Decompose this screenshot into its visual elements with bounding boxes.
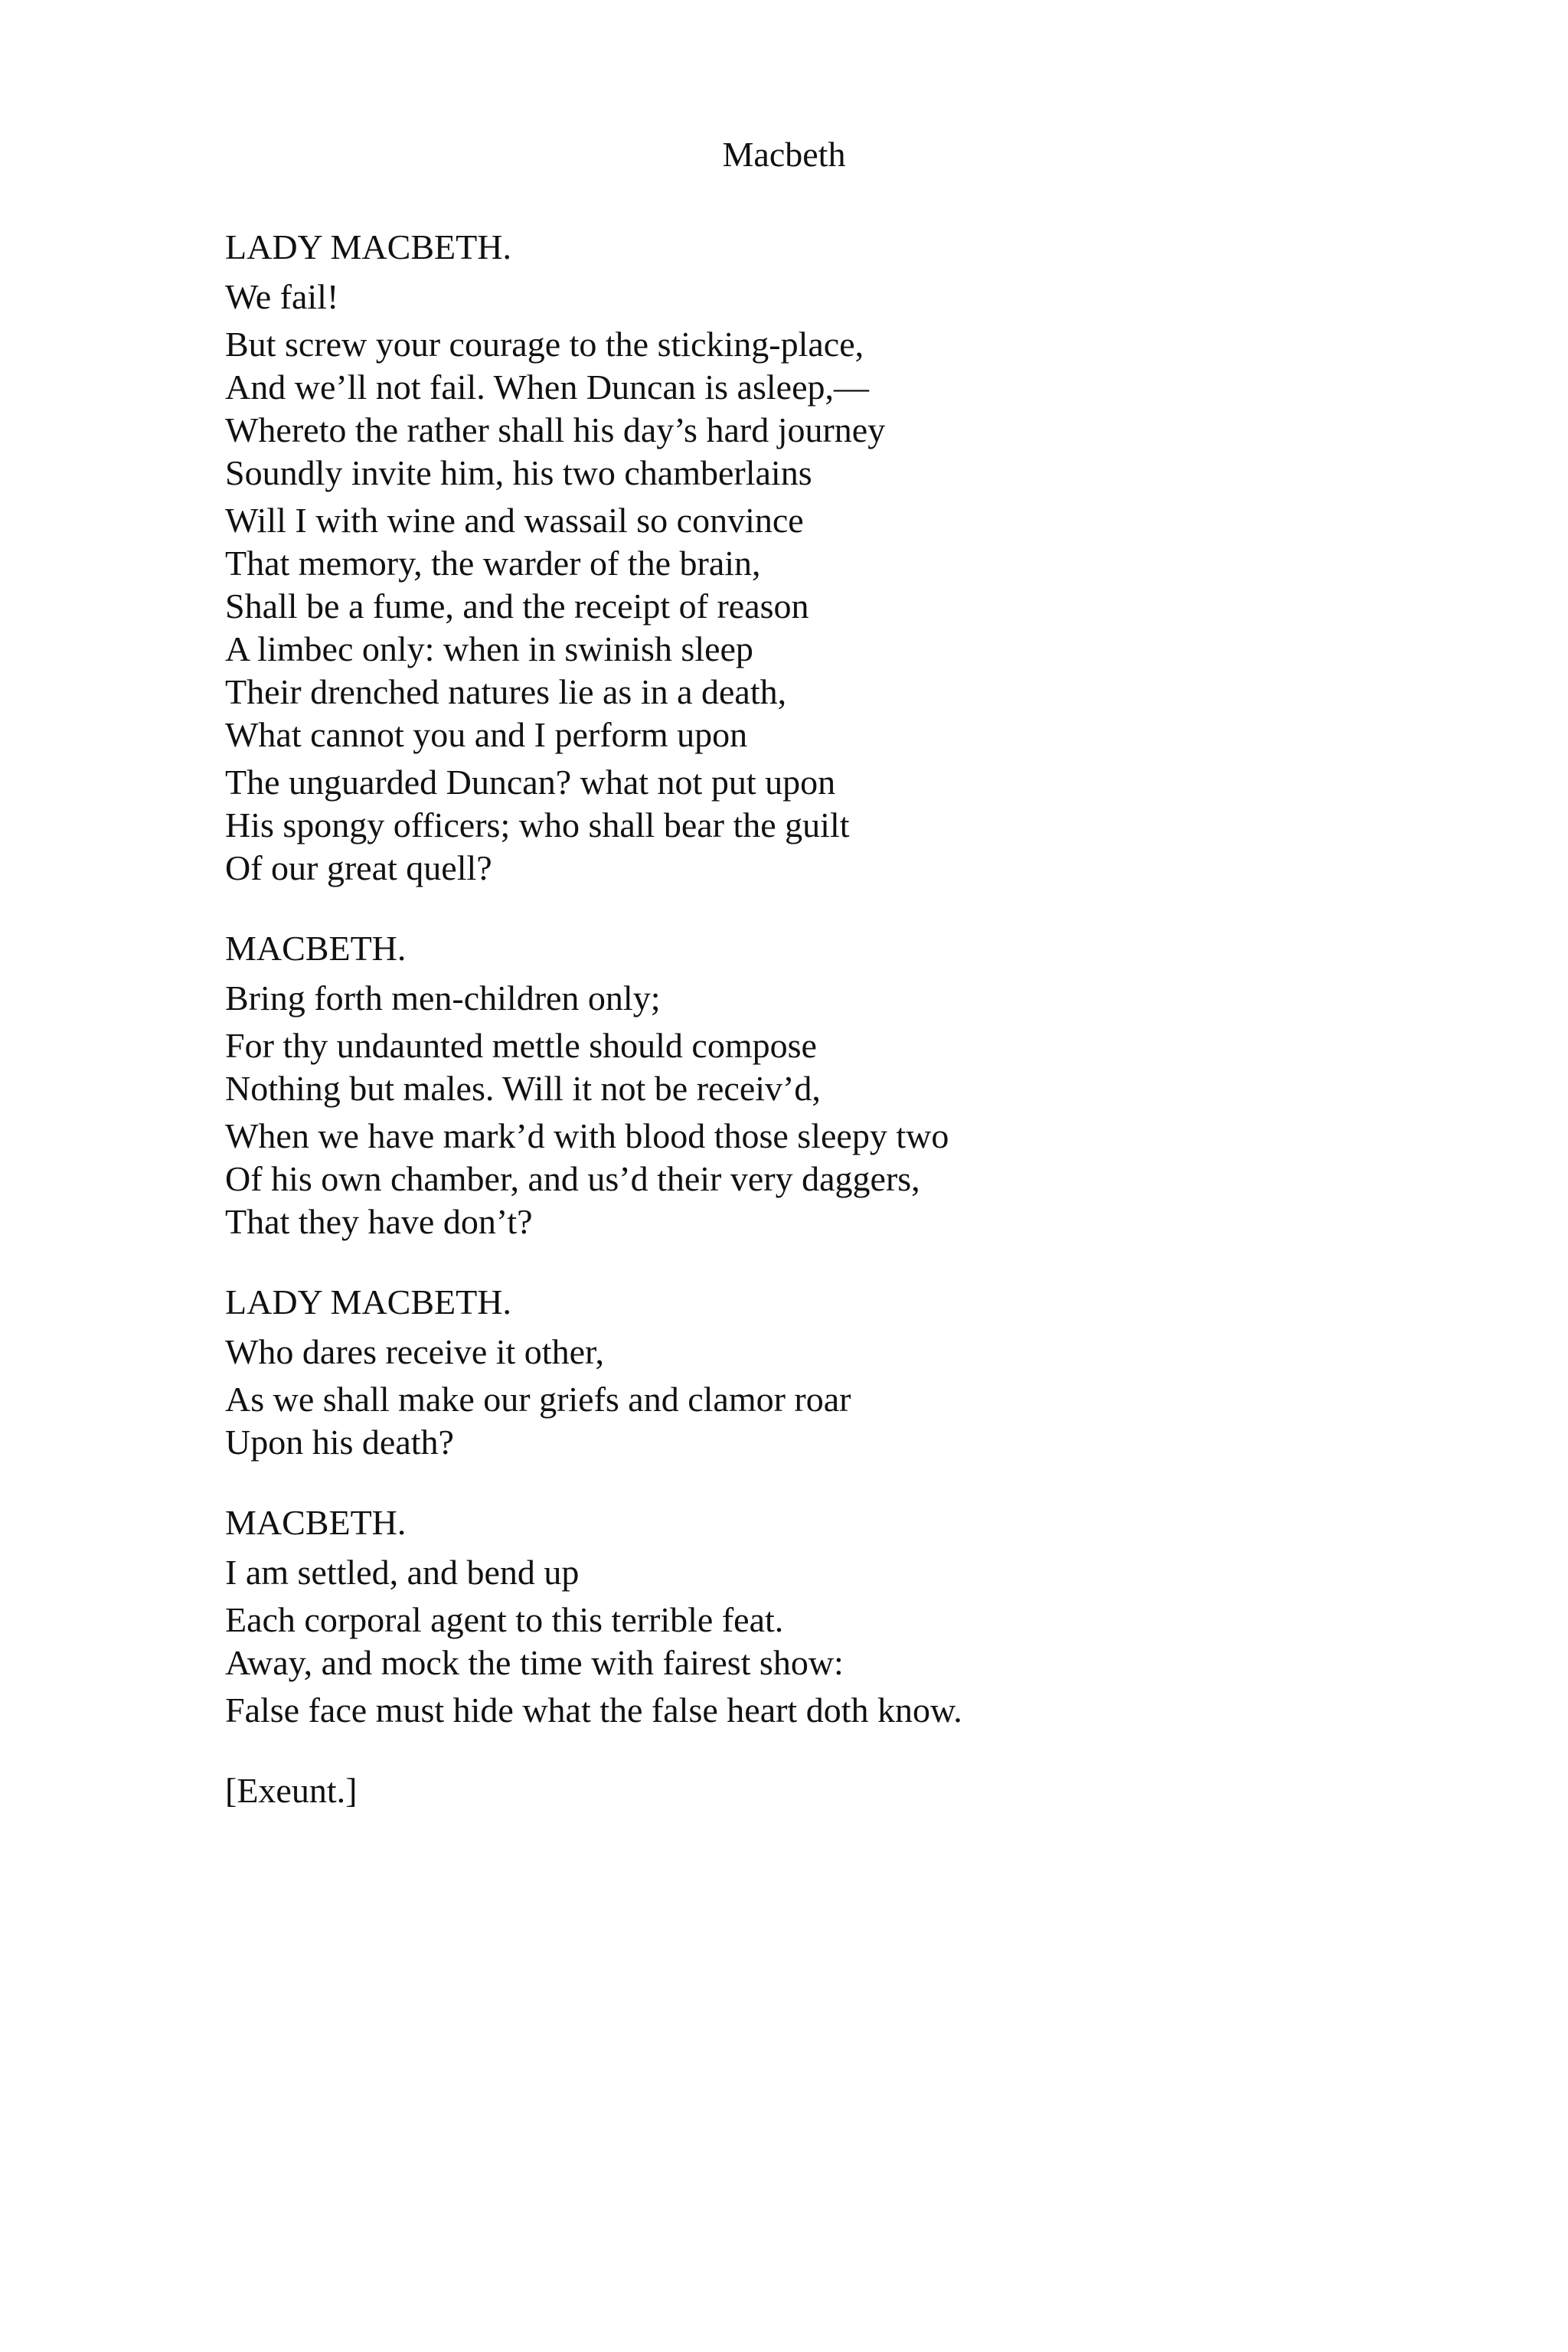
verse-line: Of his own chamber, and us’d their very daggers, (225, 1159, 920, 1198)
verse-line: Who dares receive it other, (225, 1332, 604, 1371)
verse-group (225, 1378, 1419, 1464)
verse-line: Will I with wine and wassail so convince (225, 501, 804, 540)
verse-line: Whereto the rather shall his day’s hard journey (225, 410, 886, 449)
verse-line: And we’ll not fail. When Duncan is asleep,— (225, 368, 869, 407)
verse-group (225, 1551, 1419, 1594)
page-title: Macbeth (722, 135, 846, 174)
verse-group (225, 977, 1419, 1020)
verse-line: When we have mark’d with blood those sleepy two (225, 1116, 949, 1155)
verse-line: That they have don’t? (225, 1202, 533, 1241)
verse-group (225, 276, 1419, 318)
verse-line: Their drenched natures lie as in a death, (225, 672, 787, 711)
verse-line: I am settled, and bend up (225, 1553, 580, 1592)
verse-group (225, 1689, 1419, 1732)
verse-group (225, 499, 1419, 756)
verse-line: But screw your courage to the sticking-place, (225, 325, 864, 364)
verse-line: What cannot you and I perform upon (225, 715, 748, 754)
verse-line: Shall be a fume, and the receipt of reason (225, 586, 809, 626)
speech-block (225, 1279, 1419, 1464)
verse-line: Upon his death? (225, 1423, 454, 1462)
verse-line: Each corporal agent to this terrible feat. (225, 1600, 784, 1639)
verse-line: For thy undaunted mettle should compose (225, 1026, 817, 1065)
verse-group (225, 323, 1419, 495)
verse-line: False face must hide what the false heart doth know. (225, 1690, 962, 1730)
verse-group (225, 1331, 1419, 1374)
verse-line: Away, and mock the time with fairest show: (225, 1643, 844, 1682)
verse-line: His spongy officers; who shall bear the guilt (225, 805, 850, 844)
speech-list (225, 224, 1419, 1732)
verse-line: Nothing but males. Will it not be receiv’d, (225, 1069, 821, 1108)
speech-block (225, 925, 1419, 1243)
verse-group (225, 761, 1419, 890)
speaker-name: MACBETH. (225, 1503, 407, 1542)
speech-block (225, 224, 1419, 890)
speaker-name: MACBETH. (225, 929, 407, 968)
verse-group (225, 1599, 1419, 1684)
verse-line: Of our great quell? (225, 848, 492, 887)
speaker-name: LADY MACBETH. (225, 1282, 511, 1321)
verse-line: We fail! (225, 277, 339, 316)
stage-direction: [Exeunt.] (225, 1771, 358, 1810)
verse-line: Soundly invite him, his two chamberlains (225, 453, 812, 492)
verse-line: Bring forth men-children only; (225, 978, 661, 1018)
verse-group (225, 1024, 1419, 1110)
speaker-name: LADY MACBETH. (225, 227, 511, 266)
verse-line: As we shall make our griefs and clamor roar (225, 1380, 851, 1419)
verse-line: That memory, the warder of the brain, (225, 544, 761, 583)
verse-line: A limbec only: when in swinish sleep (225, 629, 753, 668)
verse-group (225, 1115, 1419, 1243)
verse-line: The unguarded Duncan? what not put upon (225, 763, 836, 802)
speech-block (225, 1499, 1419, 1732)
play-text (225, 224, 1419, 1815)
